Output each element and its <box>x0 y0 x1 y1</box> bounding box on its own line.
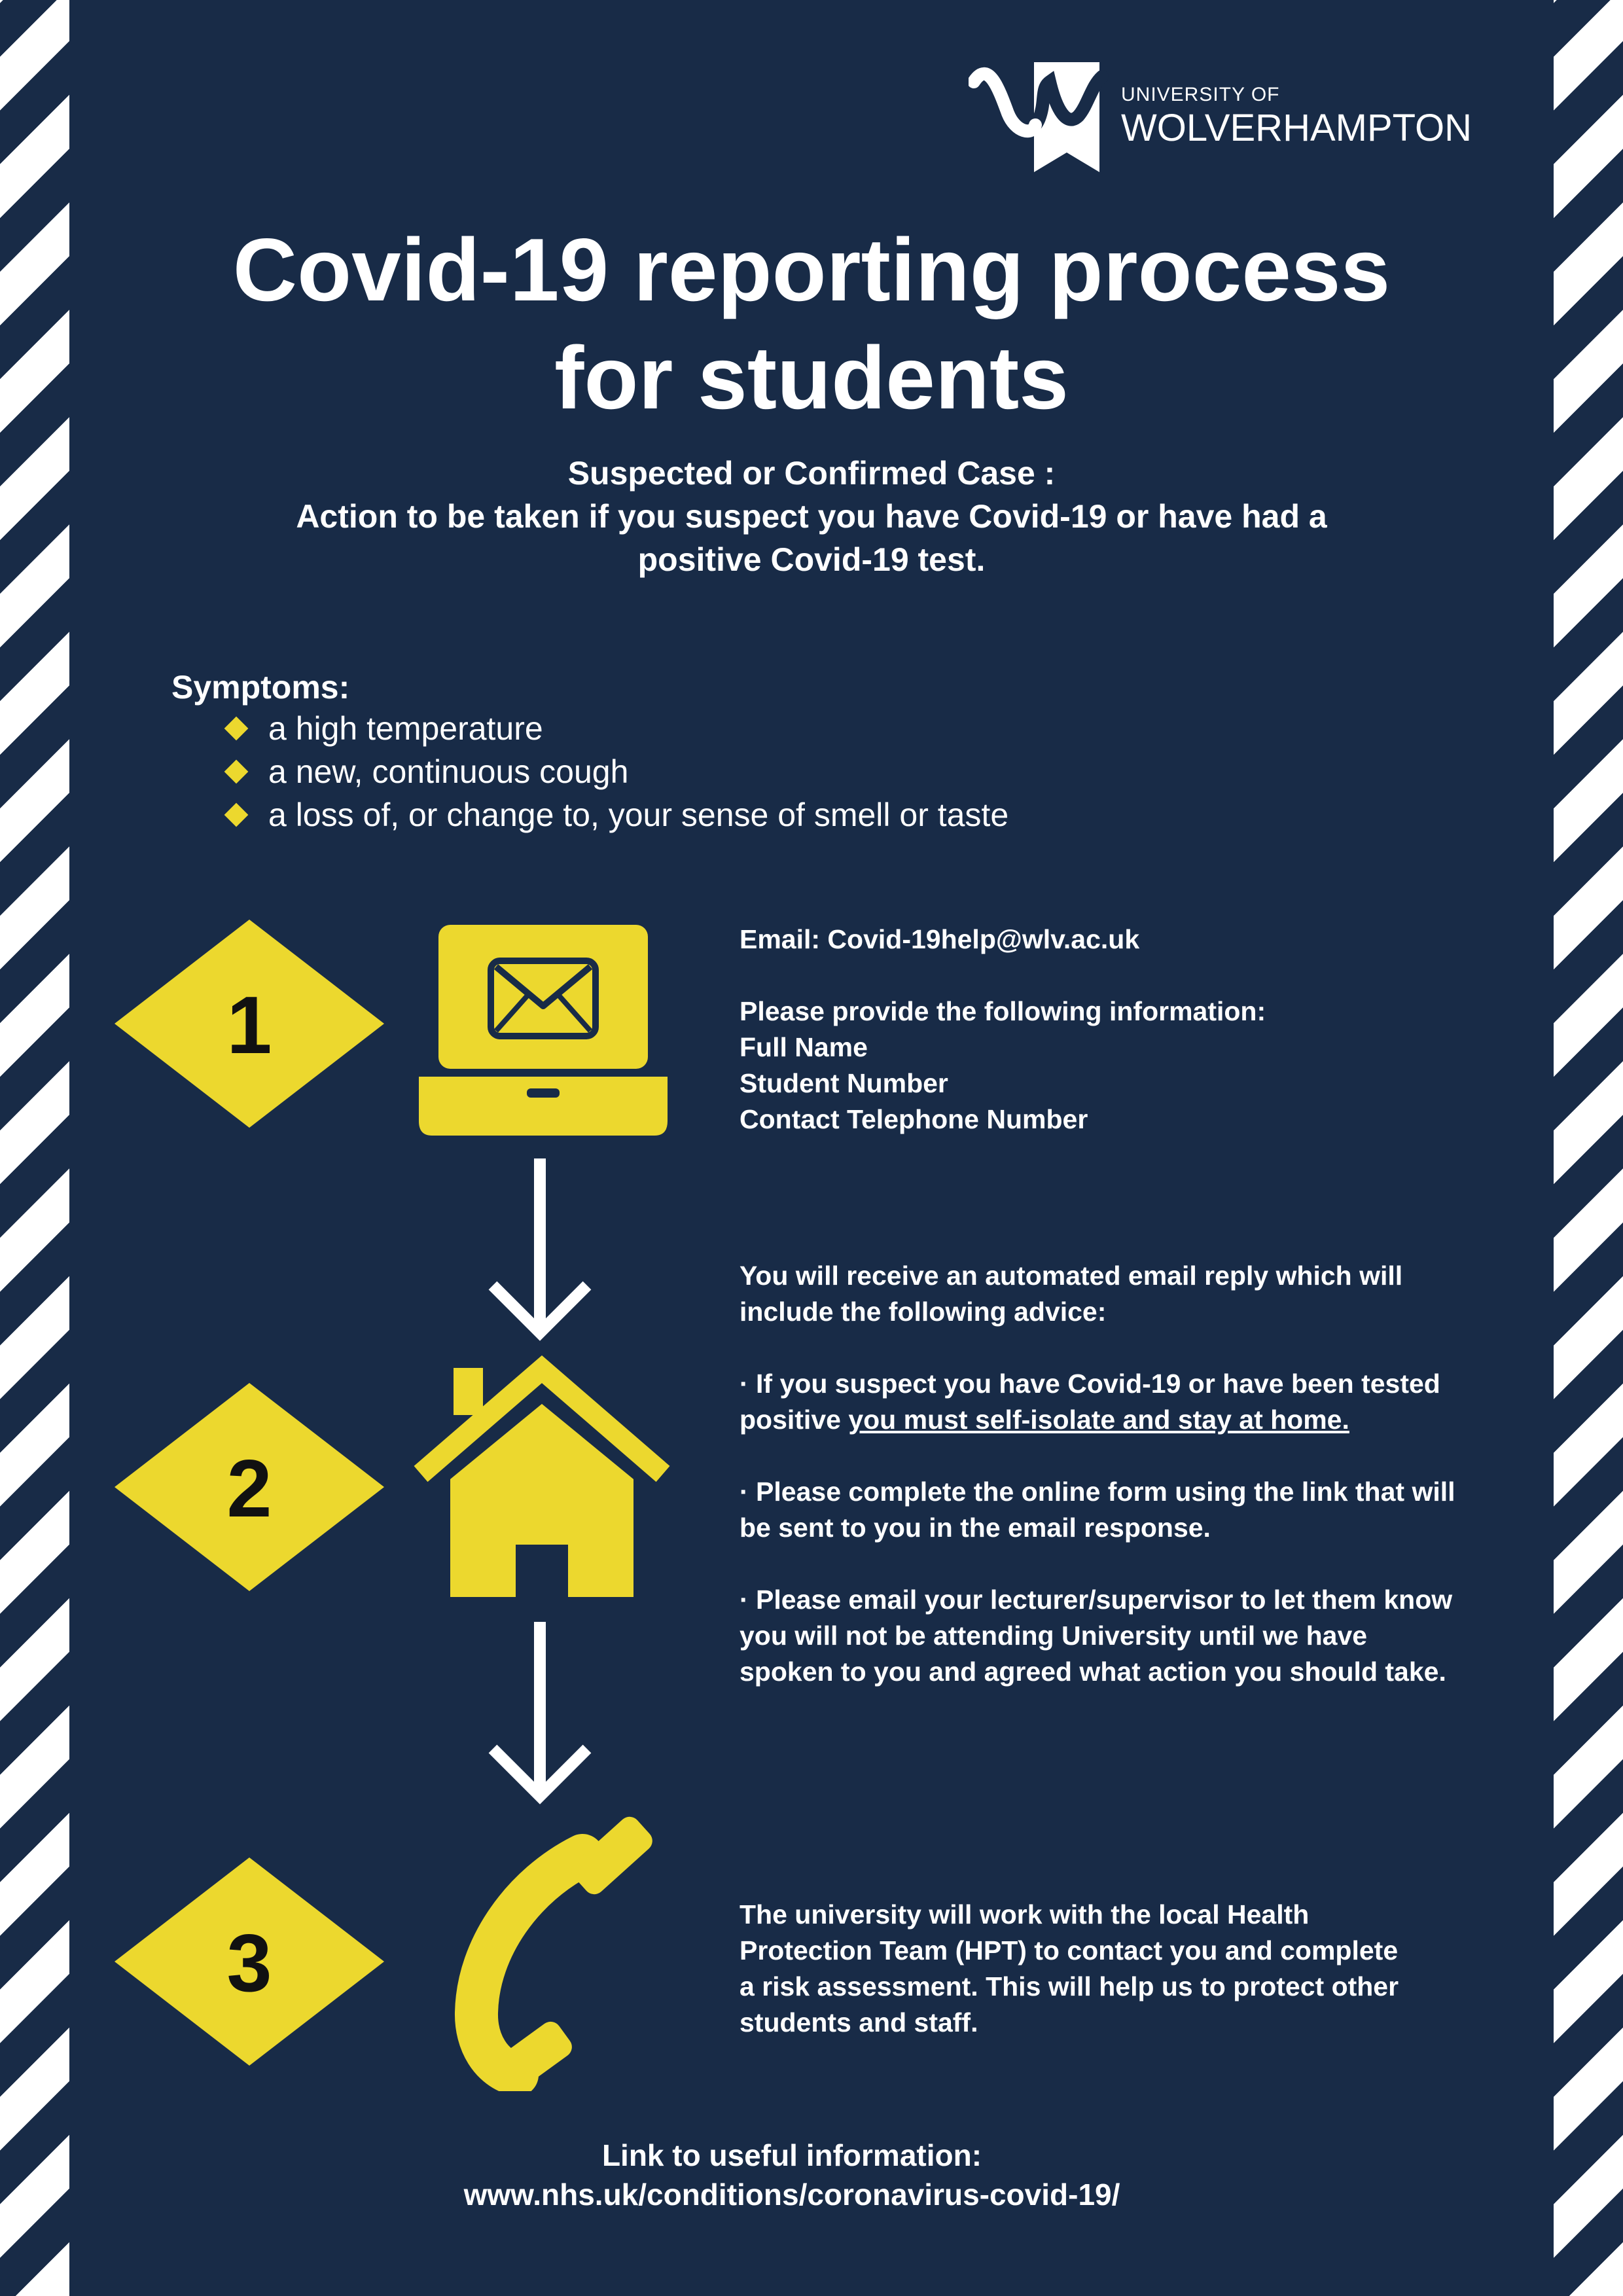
step-1-text <box>740 922 1266 1138</box>
step-2-intro-line-1: You will receive an automated email reply which will <box>740 1261 1403 1291</box>
step-3-number: 3 <box>226 1918 272 2009</box>
step-1-info-item: Contact Telephone Number <box>740 1104 1088 1134</box>
step-2-bullet-2-line-2: be sent to you in the email response. <box>740 1513 1211 1543</box>
step-3-line-1: The university will work with the local Health <box>740 1899 1310 1929</box>
step-2-text <box>740 1258 1455 1690</box>
nhs-link[interactable]: www.nhs.uk/conditions/coronavirus-covid-19/ <box>463 2178 1120 2212</box>
hazard-stripe-right <box>1554 0 1623 2296</box>
step-3-text <box>740 1897 1399 2041</box>
logo-text-big: WOLVERHAMPTON <box>1121 107 1472 149</box>
phone-icon <box>452 1816 674 2091</box>
step-2-number: 2 <box>226 1444 272 1534</box>
self-isolate-emphasis: you must self-isolate and stay at home. <box>848 1405 1349 1435</box>
university-logo <box>969 62 1499 180</box>
symptom-item: a high temperature <box>223 707 1008 750</box>
footer <box>314 2136 1270 2214</box>
step-3-line-3: a risk assessment. This will help us to protect other <box>740 1971 1399 2001</box>
subtitle-line-1: Suspected or Confirmed Case : <box>567 455 1056 492</box>
hazard-stripe-left <box>0 0 69 2296</box>
step-1-info-item: Full Name <box>740 1032 868 1062</box>
title-line-1: Covid-19 reporting process <box>232 220 1391 319</box>
house-icon <box>411 1355 673 1597</box>
step-3-line-2: Protection Team (HPT) to contact you and complete <box>740 1935 1399 1965</box>
laptop-email-icon <box>419 925 668 1136</box>
step-2-bullet-2-line-1: · Please complete the online form using the link that will <box>740 1477 1455 1507</box>
down-arrow-icon <box>488 1158 592 1342</box>
down-arrow-icon <box>488 1622 592 1805</box>
step-1-number: 1 <box>226 980 272 1071</box>
step-2-bullet-1-line-2 <box>740 1402 1455 1438</box>
subtitle-line-2: Action to be taken if you suspect you have Covid-19 or have had a <box>296 498 1327 535</box>
step-2-bullet-3-line-3: spoken to you and agreed what action you should take. <box>740 1657 1446 1687</box>
symptoms-list <box>223 707 1008 836</box>
step-2-bullet-1-line-1: · If you suspect you have Covid-19 or have been tested <box>740 1369 1440 1399</box>
title-line-2: for students <box>554 328 1069 427</box>
symptoms-heading: Symptoms: <box>171 669 350 706</box>
subtitle-line-3: positive Covid-19 test. <box>637 541 986 578</box>
step-2-intro-line-2: include the following advice: <box>740 1297 1107 1327</box>
symptom-item: a new, continuous cough <box>223 750 1008 793</box>
step-3-line-4: students and staff. <box>740 2007 978 2037</box>
step-1-email: Email: Covid-19help@wlv.ac.uk <box>740 924 1140 954</box>
step-2-bullet-3-line-2: you will not be attending University until we have <box>740 1621 1368 1651</box>
step-1-info-item: Student Number <box>740 1068 948 1098</box>
step-2-bullet-1-prefix: positive <box>740 1405 849 1435</box>
step-2-bullet-3-line-1: · Please email your lecturer/supervisor to let them know <box>740 1585 1453 1615</box>
logo-text-small: UNIVERSITY OF <box>1121 84 1280 105</box>
step-1-info-heading: Please provide the following information: <box>740 996 1266 1026</box>
page-title <box>151 216 1472 432</box>
symptom-item: a loss of, or change to, your sense of smell or taste <box>223 793 1008 836</box>
university-crest-icon <box>969 62 1113 180</box>
footer-label: Link to useful information: <box>601 2138 982 2172</box>
page-subtitle <box>216 452 1407 581</box>
